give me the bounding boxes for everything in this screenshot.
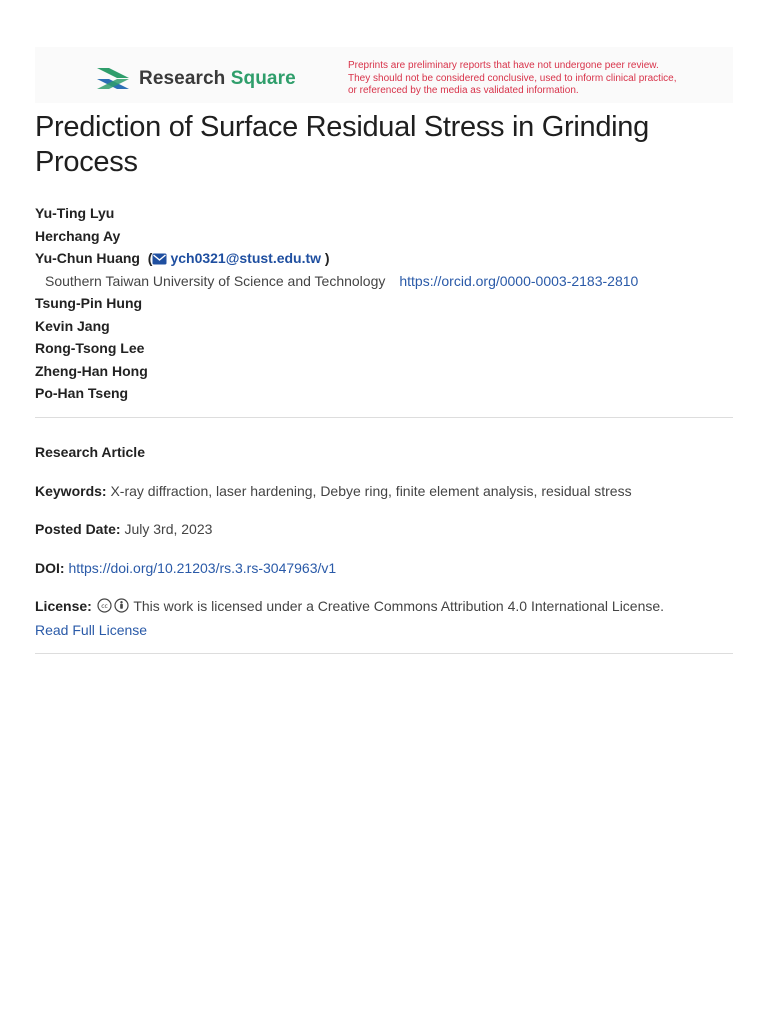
license-label: License: bbox=[35, 598, 92, 614]
author-name: Rong-Tsong Lee bbox=[35, 340, 145, 356]
preprint-banner bbox=[35, 47, 733, 103]
author-affiliation bbox=[35, 270, 735, 293]
author-name: Zheng-Han Hong bbox=[35, 362, 148, 379]
svg-text:cc: cc bbox=[100, 603, 108, 610]
corresponding-author: Yu-Chun Huang ( ych0321@stust.edu.tw ) bbox=[35, 250, 330, 266]
license-link-row bbox=[35, 622, 147, 638]
doi-row bbox=[35, 560, 336, 576]
posted-date-value: July 3rd, 2023 bbox=[124, 521, 213, 537]
paper-title: Prediction of Surface Residual Stress in Grinding Process bbox=[35, 111, 649, 178]
license-text: This work is licensed under a Creative Commons Attribution 4.0 International License. bbox=[133, 598, 665, 614]
author-name: Tsung-Pin Hung bbox=[35, 295, 143, 311]
logo-text bbox=[139, 68, 296, 90]
keywords-value: X-ray diffraction, laser hardening, Debye ring, finite element analysis, residual stress bbox=[110, 483, 632, 499]
research-square-logo[interactable] bbox=[95, 65, 296, 93]
divider bbox=[35, 653, 733, 654]
disclaimer-line: They should not be considered conclusive, used to inform clinical practice, bbox=[348, 72, 677, 84]
posted-date-row bbox=[35, 521, 212, 537]
disclaimer-line: or referenced by the media as validated information. bbox=[348, 85, 579, 96]
posted-date-label: Posted Date: bbox=[35, 521, 121, 537]
orcid-link[interactable]: https://orcid.org/0000-0003-2183-2810 bbox=[399, 272, 639, 289]
keywords-label: Keywords: bbox=[35, 483, 107, 499]
author-name: Herchang Ay bbox=[35, 227, 121, 244]
logo-word-research: Research bbox=[139, 68, 226, 89]
research-square-logo-icon bbox=[95, 65, 131, 93]
doi-link[interactable]: https://doi.org/10.21203/rs.3.rs-3047963/v1 bbox=[68, 560, 337, 576]
divider bbox=[35, 417, 733, 418]
author-list bbox=[35, 202, 735, 405]
disclaimer-line: Preprints are preliminary reports that have not undergone peer review. bbox=[348, 60, 659, 71]
article-type-label: Research Article bbox=[35, 444, 145, 460]
license-row bbox=[35, 598, 664, 614]
article-type bbox=[35, 444, 145, 460]
author-name: Yu-Ting Lyu bbox=[35, 205, 115, 221]
affiliation-name: Southern Taiwan University of Science and Technology bbox=[45, 272, 386, 289]
doi-label: DOI: bbox=[35, 560, 65, 576]
author-email-link[interactable] bbox=[152, 250, 321, 266]
attribution-icon bbox=[114, 598, 129, 613]
read-full-license-link[interactable]: Read Full License bbox=[35, 622, 148, 638]
author-name: Po-Han Tseng bbox=[35, 385, 129, 401]
author-name: Yu-Chun Huang bbox=[35, 250, 140, 266]
author-name: Kevin Jang bbox=[35, 317, 110, 334]
creative-commons-icon bbox=[97, 598, 112, 613]
envelope-icon bbox=[152, 253, 167, 265]
logo-word-square: Square bbox=[230, 68, 296, 89]
preprint-disclaimer bbox=[348, 60, 728, 98]
author-email: ych0321@stust.edu.tw bbox=[170, 250, 322, 266]
keywords-row bbox=[35, 483, 632, 499]
